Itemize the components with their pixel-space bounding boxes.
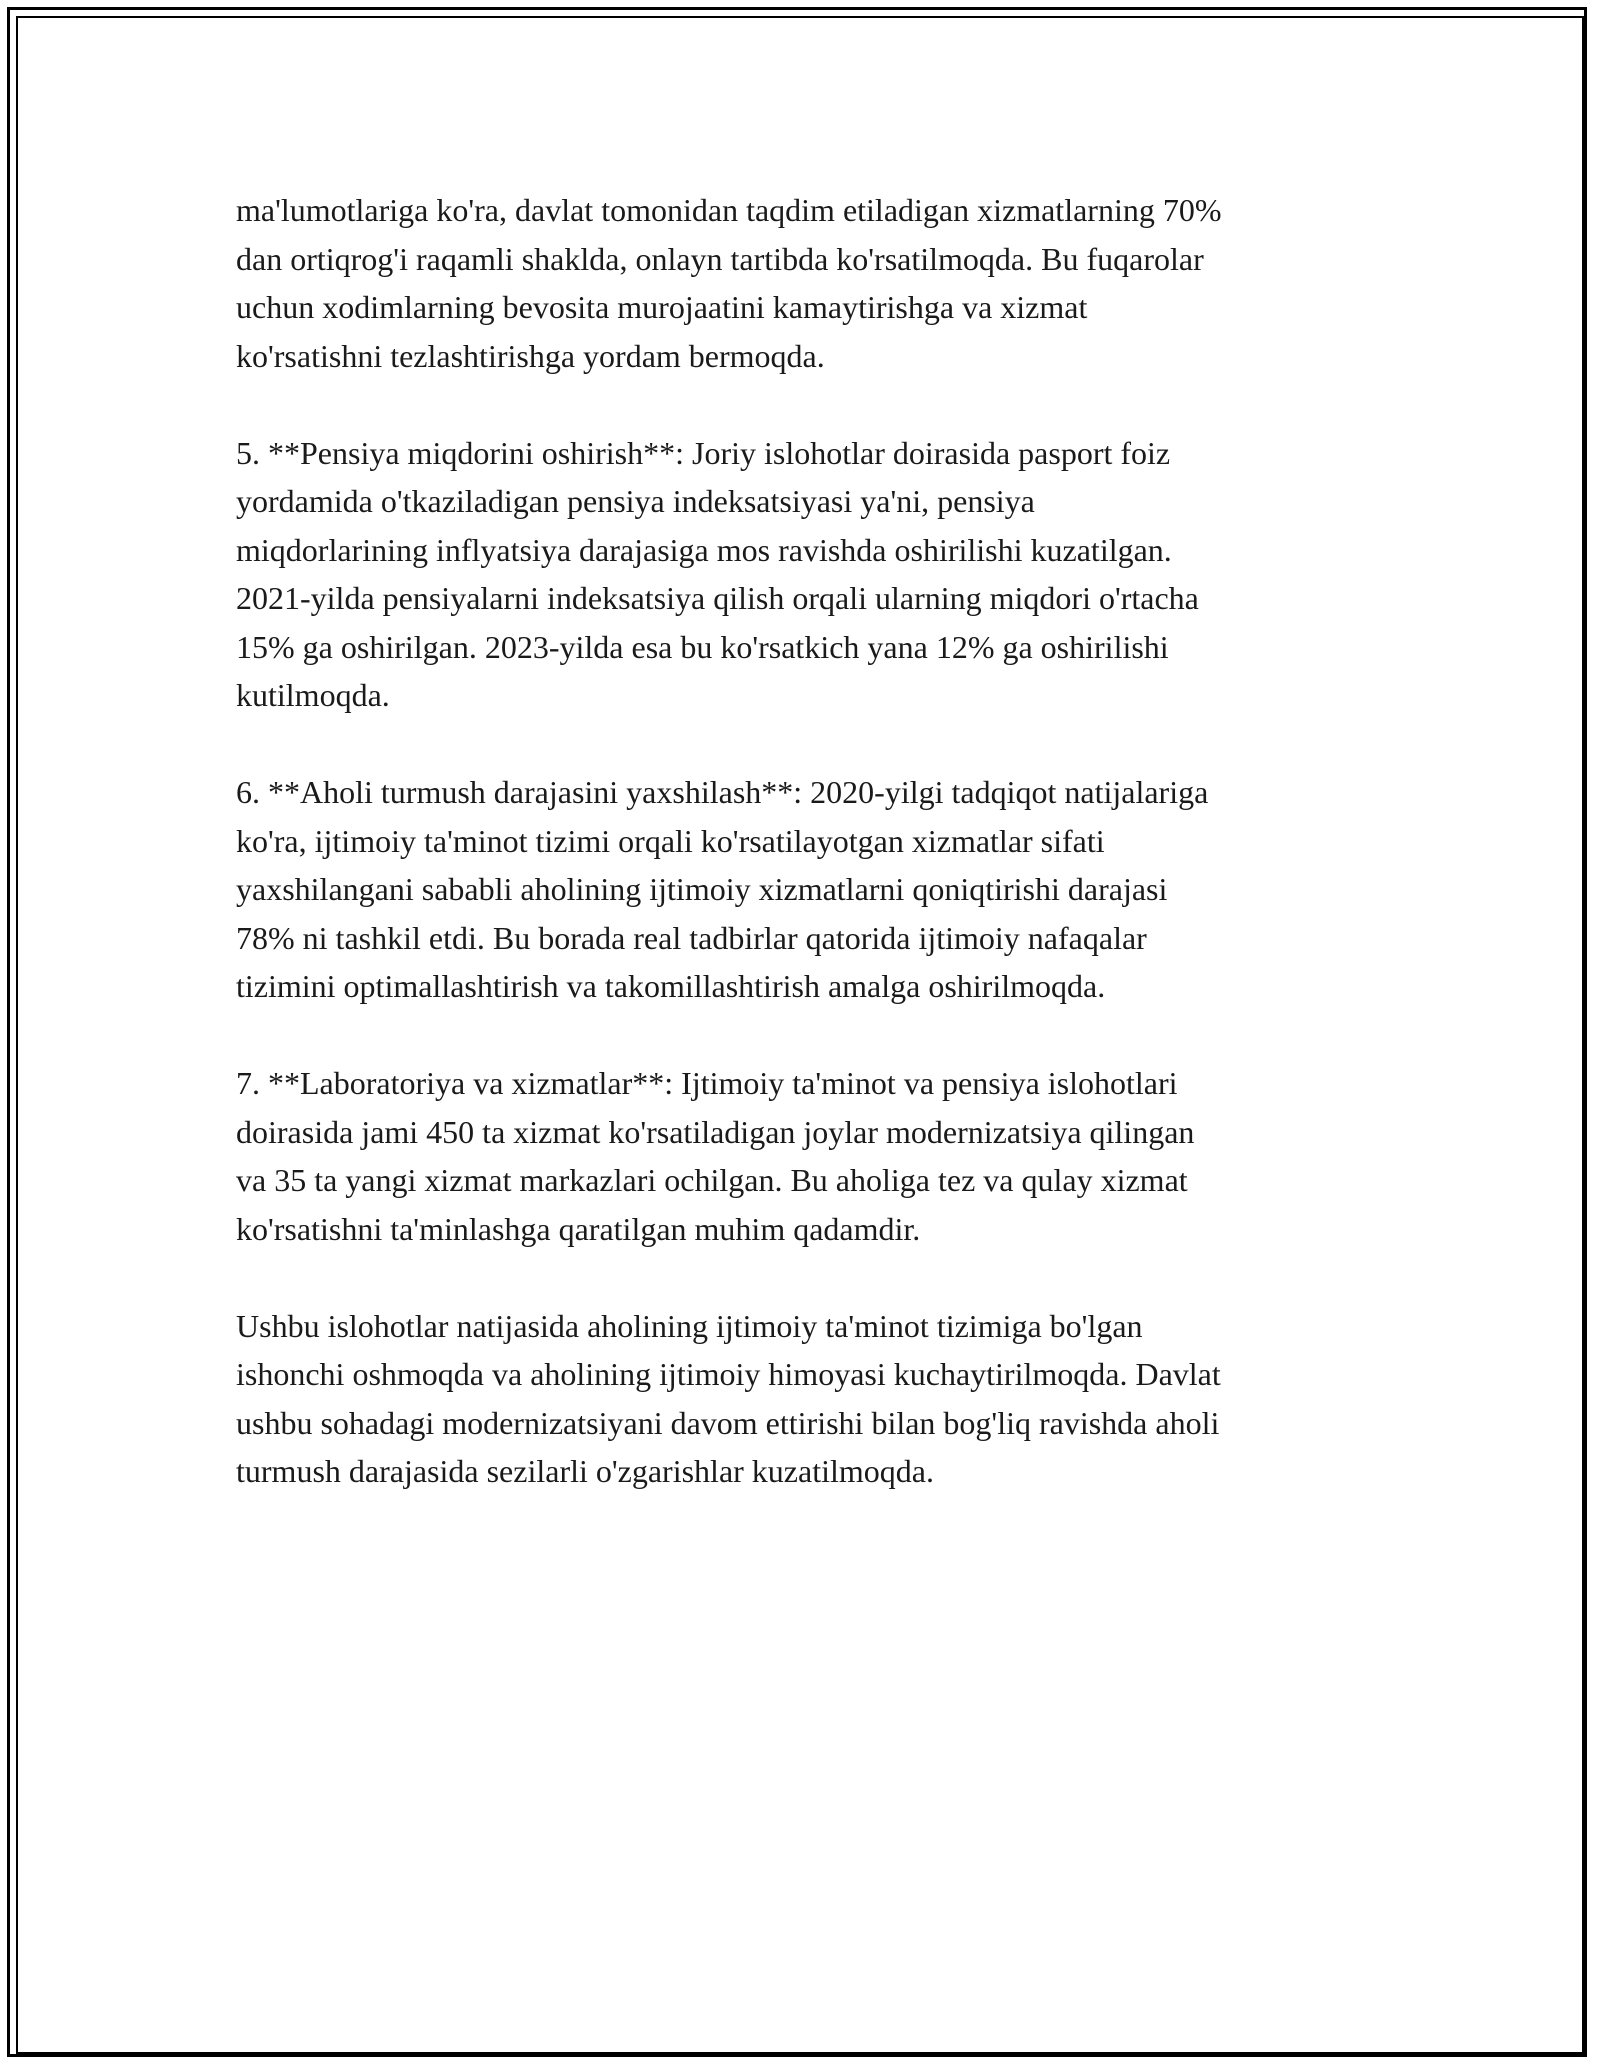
text-line: 15% ga oshirilgan. 2023-yilda esa bu ko'rsatkich yana 12% ga oshirilishi	[236, 628, 1169, 665]
text-line: 7. **Laboratoriya va xizmatlar**: Ijtimoiy ta'minot va pensiya islohotlari	[236, 1065, 1178, 1101]
text-line: 5. **Pensiya miqdorini oshirish**: Joriy islohotlar doirasida pasport foiz	[236, 434, 1171, 471]
text-line: 2021-yilda pensiyalarni indeksatsiya qilish orqali ularning miqdori o'rtacha	[236, 580, 1199, 616]
text-line: ko'rsatishni ta'minlashga qaratilgan muhim qadamdir.	[236, 1210, 921, 1247]
text-line: ushbu sohadagi modernizatsiyani davom ettirishi bilan bog'liq ravishda aholi	[236, 1404, 1220, 1441]
text-line: 78% ni tashkil etdi. Bu borada real tadbirlar qatorida ijtimoiy nafaqalar	[236, 919, 1147, 956]
text-line: ma'lumotlariga ko'ra, davlat tomonidan taqdim etiladigan xizmatlarning 70%	[236, 192, 1222, 228]
text-line: miqdorlarining inflyatsiya darajasiga mos ravishda oshirilishi kuzatilgan.	[236, 531, 1172, 568]
text-line: ko'rsatishni tezlashtirishga yordam bermoqda.	[236, 337, 825, 374]
text-line: uchun xodimlarning bevosita murojaatini kamaytirishga va xizmat	[236, 289, 1088, 325]
paragraph-intro-continued	[236, 186, 1386, 380]
text-line: 6. **Aholi turmush darajasini yaxshilash**: 2020-yilgi tadqiqot natijalariga	[236, 774, 1209, 810]
text-line: va 35 ta yangi xizmat markazlari ochilgan. Bu aholiga tez va qulay xizmat	[236, 1162, 1188, 1198]
text-line: turmush darajasida sezilarli o'zgarishlar kuzatilmoqda.	[236, 1453, 934, 1489]
text-line: yordamida o'tkaziladigan pensiya indeksatsiyasi ya'ni, pensiya	[236, 483, 1035, 519]
text-line: tizimini optimallashtirish va takomillashtirish amalga oshirilmoqda.	[236, 968, 1106, 1004]
text-line: kutilmoqda.	[236, 677, 390, 713]
text-line: ko'ra, ijtimoiy ta'minot tizimi orqali ko'rsatilayotgan xizmatlar sifati	[236, 822, 1105, 859]
paragraph-item-7	[236, 1059, 1386, 1253]
document-body	[236, 186, 1386, 1496]
paragraph-item-5	[236, 429, 1386, 720]
text-line: dan ortiqrog'i raqamli shaklda, onlayn tartibda ko'rsatilmoqda. Bu fuqarolar	[236, 240, 1204, 277]
text-line: yaxshilangani sababli aholining ijtimoiy xizmatlarni qoniqtirishi darajasi	[236, 871, 1168, 907]
paragraph-item-6	[236, 768, 1386, 1011]
text-line: Ushbu islohotlar natijasida aholining ijtimoiy ta'minot tizimiga bo'lgan	[236, 1307, 1143, 1344]
paragraph-conclusion	[236, 1302, 1386, 1496]
text-line: ishonchi oshmoqda va aholining ijtimoiy himoyasi kuchaytirilmoqda. Davlat	[236, 1356, 1221, 1392]
text-line: doirasida jami 450 ta xizmat ko'rsatiladigan joylar modernizatsiya qilingan	[236, 1113, 1195, 1150]
